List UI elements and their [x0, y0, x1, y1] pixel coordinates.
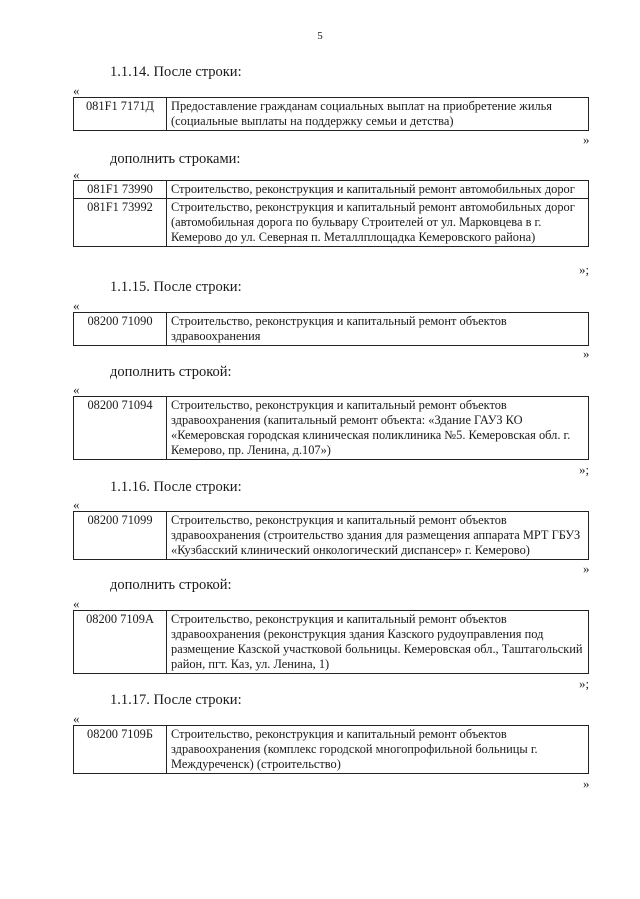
code-description: Строительство, реконструкция и капитальный ремонт объектов здравоохранения (реконструкция здания Казского рудоуправления под размещение Казской участковой больницы. Кемеровская обл., Таштагольский район, пгт. Каз, ул. Ленина, 1) — [167, 611, 589, 674]
budget-code: 081F1 73990 — [74, 181, 167, 199]
add-heading: дополнить строкой: — [110, 577, 232, 593]
open-quote: « — [73, 83, 80, 98]
code-table — [73, 725, 589, 774]
table-row — [74, 98, 589, 131]
budget-code: 08200 71090 — [74, 313, 167, 346]
add-heading: дополнить строкой: — [110, 364, 232, 380]
budget-code: 08200 7109А — [74, 611, 167, 674]
close-quote: »; — [579, 262, 590, 277]
close-quote: » — [583, 346, 590, 361]
open-quote: « — [73, 167, 80, 182]
section-heading-1-1-15: 1.1.15. После строки: — [110, 279, 242, 295]
open-quote: « — [73, 497, 80, 512]
open-quote: « — [73, 711, 80, 726]
close-quote: » — [583, 132, 590, 147]
table-row — [74, 726, 589, 774]
close-quote: »; — [579, 676, 590, 691]
code-description: Строительство, реконструкция и капитальный ремонт автомобильных дорог (автомобильная дорога по бульвару Строителей от ул. Марковцева в г. Кемерово до ул. Северная п. Металлплощадка Кемеровского района) — [167, 199, 589, 247]
close-quote: » — [583, 561, 590, 576]
code-table — [73, 396, 589, 460]
page-number: 5 — [317, 30, 323, 42]
code-table — [73, 180, 589, 247]
close-quote: » — [583, 776, 590, 791]
open-quote: « — [73, 298, 80, 313]
budget-code: 08200 7109Б — [74, 726, 167, 774]
code-description: Предоставление гражданам социальных выплат на приобретение жилья (социальные выплаты на поддержку семьи и детства) — [167, 98, 589, 131]
table-row — [74, 397, 589, 460]
open-quote: « — [73, 382, 80, 397]
section-heading-1-1-17: 1.1.17. После строки: — [110, 692, 242, 708]
budget-code: 081F1 7171Д — [74, 98, 167, 131]
table-row — [74, 313, 589, 346]
code-table — [73, 511, 589, 560]
code-description: Строительство, реконструкция и капитальный ремонт объектов здравоохранения (капитальный ремонт объекта: «Здание ГАУЗ КО «Кемеровская городская клиническая поликлиника №5. Кемеровская обл. г. Кемерово, пр. Ленина, д.107») — [167, 397, 589, 460]
table-row — [74, 512, 589, 560]
close-quote: »; — [579, 462, 590, 477]
budget-code: 081F1 73992 — [74, 199, 167, 247]
code-table — [73, 312, 589, 346]
table-row — [74, 181, 589, 199]
table-row — [74, 611, 589, 674]
code-description: Строительство, реконструкция и капитальный ремонт объектов здравоохранения (строительство здания для размещения аппарата МРТ ГБУЗ «Кузбасский клинический онкологический диспансер» г. Кемерово) — [167, 512, 589, 560]
code-description: Строительство, реконструкция и капитальный ремонт объектов здравоохранения — [167, 313, 589, 346]
budget-code: 08200 71099 — [74, 512, 167, 560]
code-table — [73, 97, 589, 131]
section-heading-1-1-16: 1.1.16. После строки: — [110, 479, 242, 495]
table-row — [74, 199, 589, 247]
code-table — [73, 610, 589, 674]
code-description: Строительство, реконструкция и капитальный ремонт автомобильных дорог — [167, 181, 589, 199]
budget-code: 08200 71094 — [74, 397, 167, 460]
add-heading: дополнить строками: — [110, 151, 241, 167]
section-heading-1-1-14: 1.1.14. После строки: — [110, 64, 242, 80]
open-quote: « — [73, 596, 80, 611]
code-description: Строительство, реконструкция и капитальный ремонт объектов здравоохранения (комплекс городской многопрофильной больницы г. Междуреченск) (строительство) — [167, 726, 589, 774]
